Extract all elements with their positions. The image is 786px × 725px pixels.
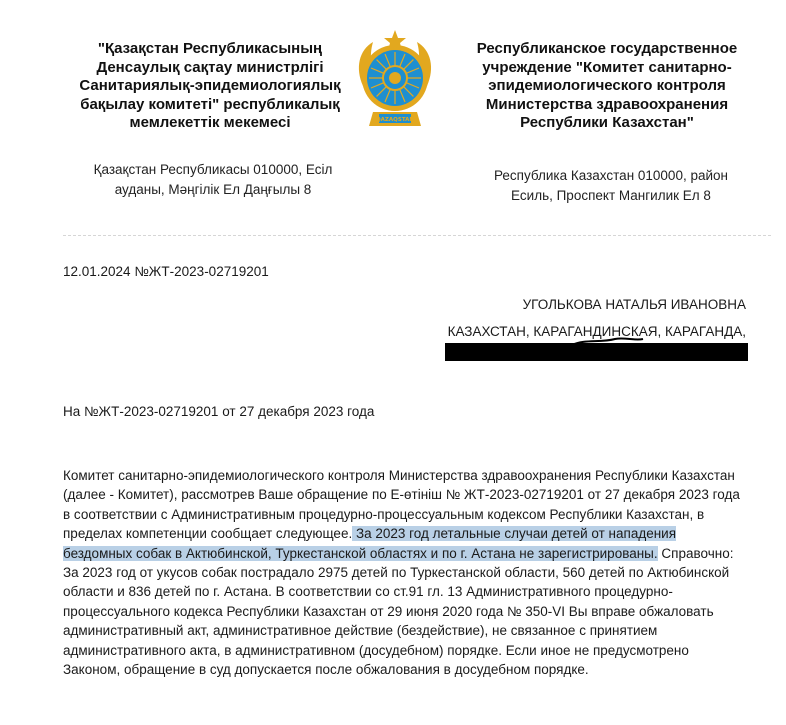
- kz-address-line: Қазақстан Республикасы 010000, Есіл: [93, 162, 333, 177]
- state-emblem-icon: [353, 28, 437, 132]
- kz-title-line: Санитариялық-эпидемиологиялық: [79, 77, 341, 94]
- kz-title-line: Денсаулық сақтау министрлігі: [96, 58, 324, 76]
- recipient-address: КАЗАХСТАН, КАРАГАНДИНСКАЯ, КАРАГАНДА,: [447, 324, 746, 339]
- redaction-bar: [445, 343, 748, 361]
- kz-title-line: "Қазақстан Республикасының: [97, 40, 323, 57]
- kz-organization-title: [60, 40, 360, 133]
- ru-address-line: Есиль, Проспект Мангилик Ел 8: [511, 188, 711, 203]
- kz-title-line: мемлекеттік мекемесі: [129, 114, 291, 131]
- svg-text:QAZAQSTAN: QAZAQSTAN: [376, 117, 414, 124]
- letter-body: [63, 466, 743, 679]
- ru-title-line: учреждение "Комитет санитарно-: [482, 58, 732, 76]
- kz-address-line: ауданы, Мәңгілік Ел Даңғылы 8: [114, 182, 312, 197]
- ru-title-line: Министерства здравоохранения: [485, 95, 729, 113]
- ru-organization-address: [466, 166, 756, 206]
- registration-number: 12.01.2024 №ЖТ-2023-02719201: [63, 264, 269, 279]
- ru-title-line: эпидемиологического контроля: [488, 77, 726, 94]
- ru-title-line: Республики Казахстан": [520, 114, 694, 131]
- header-divider: [63, 235, 771, 236]
- kz-organization-address: [68, 160, 358, 200]
- kz-title-line: бақылау комитеті" республикалық: [80, 95, 340, 113]
- body-text-part: Комитет санитарно-эпидемиологического контроля Министерства здравоохранения Республики Казахстан (далее - Комитет), рассмотрев Ваше обращение по Е-өтініш № ЖТ-2023-02719201 от 27 декабря 2023 года в соответствии с Административным процедурно-процессуальным кодексом Республики Казахстан, в пределах компетенции сообщает следующее.: [63, 468, 740, 542]
- ru-organization-title: [452, 40, 762, 133]
- ru-title-line: Республиканское государственное: [476, 40, 738, 57]
- reference-line: На №ЖТ-2023-02719201 от 27 декабря 2023 года: [63, 404, 375, 419]
- body-text-part: Справочно: За 2023 год от укусов собак пострадало 2975 детей по Туркестанской области, 560 детей по Актюбинской области и 836 детей по г. Астана. В соответствии со ст.91 гл. 13 Административного процедурно-процессуального кодекса Республики Казахстан от 29 июня 2020 года № 350-VI Вы вправе обжаловать административный акт, административное действие (бездействие), не связанное с принятием административного акта, в административном (досудебном) порядке. Если иное не предусмотрено Законом, обращение в суд допускается после обжалования в досудебном порядке.: [63, 545, 734, 678]
- highlighted-text: За 2023 год летальные случаи детей от нападения бездомных собак в Актюбинской, Туркестанской областях и по г. Астана не зарегистрированы.: [63, 526, 677, 561]
- recipient-name: УГОЛЬКОВА НАТАЛЬЯ ИВАНОВНА: [522, 297, 746, 312]
- ru-address-line: Республика Казахстан 010000, район: [494, 168, 728, 183]
